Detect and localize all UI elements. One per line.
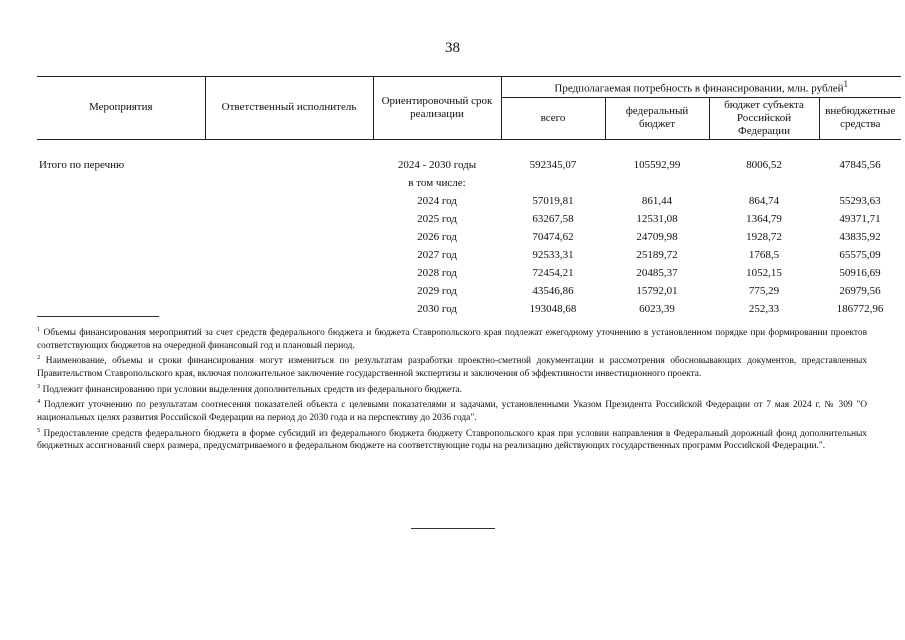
table-cell: 26979,56 [839, 284, 881, 297]
table-cell: 70474,62 [532, 230, 574, 243]
year-label: 2029 год [417, 284, 457, 297]
total-label: Итого по перечню [39, 158, 125, 171]
page-number: 38 [445, 40, 460, 56]
table-cell: 20485,37 [636, 266, 678, 279]
table-row [37, 300, 901, 318]
header-responsible: Ответственный исполнитель [205, 77, 373, 140]
footnote [37, 352, 867, 380]
table-row [37, 282, 901, 300]
table-cell: 12531,08 [636, 212, 678, 225]
table-cell: 775,29 [748, 284, 780, 297]
total-row [37, 139, 901, 174]
in-that-label: в том числе: [408, 176, 466, 189]
table-row [37, 192, 901, 210]
footnote-mark: 1 [37, 326, 41, 333]
footnote [37, 324, 867, 352]
header-financing-title: Предполагаемая потребность в финансировании, млн. рублей [554, 82, 844, 95]
table-cell: 1364,79 [746, 212, 782, 225]
table-cell: 65575,09 [839, 248, 881, 261]
footnote [37, 425, 867, 453]
table-cell: 252,33 [748, 302, 780, 315]
table-row [37, 210, 901, 228]
footnote-text: Объемы финансирования мероприятий за счет средств федерального бюджета и бюджета Ставропольского края подлежат ежегодному уточнению в установленном порядке при формировании проектов соответствующих бюджетов на очередной финансовый год и плановый период. [37, 328, 867, 351]
header-subject-budget: бюджет субъекта Российской Федерации [709, 97, 819, 139]
header-extrabudgetary: внебюджетные средства [819, 97, 901, 139]
header-financing-note: 1 [843, 79, 849, 89]
footnote-mark: 3 [37, 382, 41, 390]
header-term: Ориентировочный срок реализации [373, 77, 501, 140]
total-value: 592345,07 [529, 158, 577, 171]
table-cell: 72454,21 [532, 266, 574, 279]
table-cell: 6023,39 [639, 302, 675, 315]
table-row [37, 228, 901, 246]
table-cell: 50916,69 [839, 266, 881, 279]
table-cell: 861,44 [641, 194, 673, 207]
year-label: 2030 год [417, 302, 457, 315]
table-cell: 186772,96 [836, 302, 884, 315]
footnotes [37, 324, 867, 453]
total-value: 47845,56 [839, 158, 881, 171]
header-federal: федеральный бюджет [605, 97, 709, 139]
table-cell: 193048,68 [529, 302, 577, 315]
table-cell: 43835,92 [839, 230, 881, 243]
footnote-text: Подлежит уточнению по результатам соотнесения показателей объекта с целевыми показателями и задачами, установленными Указом Президента Российской Федерации от 7 мая 2024 г. № 309 "О национальных целях развития Российской Федерации на период до 2030 года и на перспективу до 2036 года". [37, 400, 867, 424]
in-that-row [37, 174, 901, 192]
table-cell: 864,74 [748, 194, 780, 207]
year-label: 2027 год [417, 248, 457, 261]
table-cell: 24709,98 [636, 230, 678, 243]
table-cell: 43546,86 [532, 284, 574, 297]
footnote [37, 396, 867, 424]
table-cell: 1052,15 [746, 266, 782, 279]
footnote [37, 381, 867, 397]
year-label: 2028 год [417, 266, 457, 279]
header-total: всего [501, 97, 605, 139]
total-term: 2024 - 2030 годы [397, 158, 477, 171]
end-separator [411, 528, 495, 529]
table-cell: 1768,5 [748, 248, 780, 261]
table-cell: 15792,01 [636, 284, 678, 297]
total-value: 8006,52 [746, 158, 782, 171]
table-cell: 25189,72 [636, 248, 678, 261]
table-row [37, 264, 901, 282]
table-row [37, 246, 901, 264]
footnote-text: Подлежит финансированию при условии выделения дополнительных средств из федерального бюджета. [40, 384, 462, 395]
footnote-text: Предоставление средств федерального бюджета в форме субсидий из федерального бюджета бюджету Ставропольского края при условии направления в Федеральный дорожный фонд дополнительных бюджетных ассигнований сверх размера, предусматриваемого в федеральном бюджете на соответствующие годы на реализацию действующих государственных программ Российской Федерации.". [37, 428, 867, 452]
table-cell: 92533,31 [532, 248, 574, 261]
table-cell: 57019,81 [532, 194, 574, 207]
year-label: 2025 год [417, 212, 457, 225]
total-value: 105592,99 [633, 158, 681, 171]
header-financing-group [501, 77, 901, 98]
header-measures: Мероприятия [37, 77, 205, 140]
year-label: 2024 год [417, 194, 457, 207]
footnote-text: Наименование, объемы и сроки финансирования могут измениться по результатам разработки проектно-сметной документации и рассмотрения обосновывающих документов, представленных Правительством Ставропольского края, включая положительное заключение государственной экспертизы и заключения об эффективности инвестиционного проекта. [37, 356, 867, 380]
table-cell: 1928,72 [746, 230, 782, 243]
table-cell: 63267,58 [532, 212, 574, 225]
year-label: 2026 год [417, 230, 457, 243]
table-cell: 49371,71 [839, 212, 881, 225]
financing-table [37, 76, 901, 318]
footnote-mark: 5 [37, 426, 41, 434]
footnote-mark: 4 [37, 398, 41, 406]
table-cell: 55293,63 [839, 194, 881, 207]
footnote-mark: 2 [37, 354, 41, 362]
footnote-separator [37, 316, 159, 317]
